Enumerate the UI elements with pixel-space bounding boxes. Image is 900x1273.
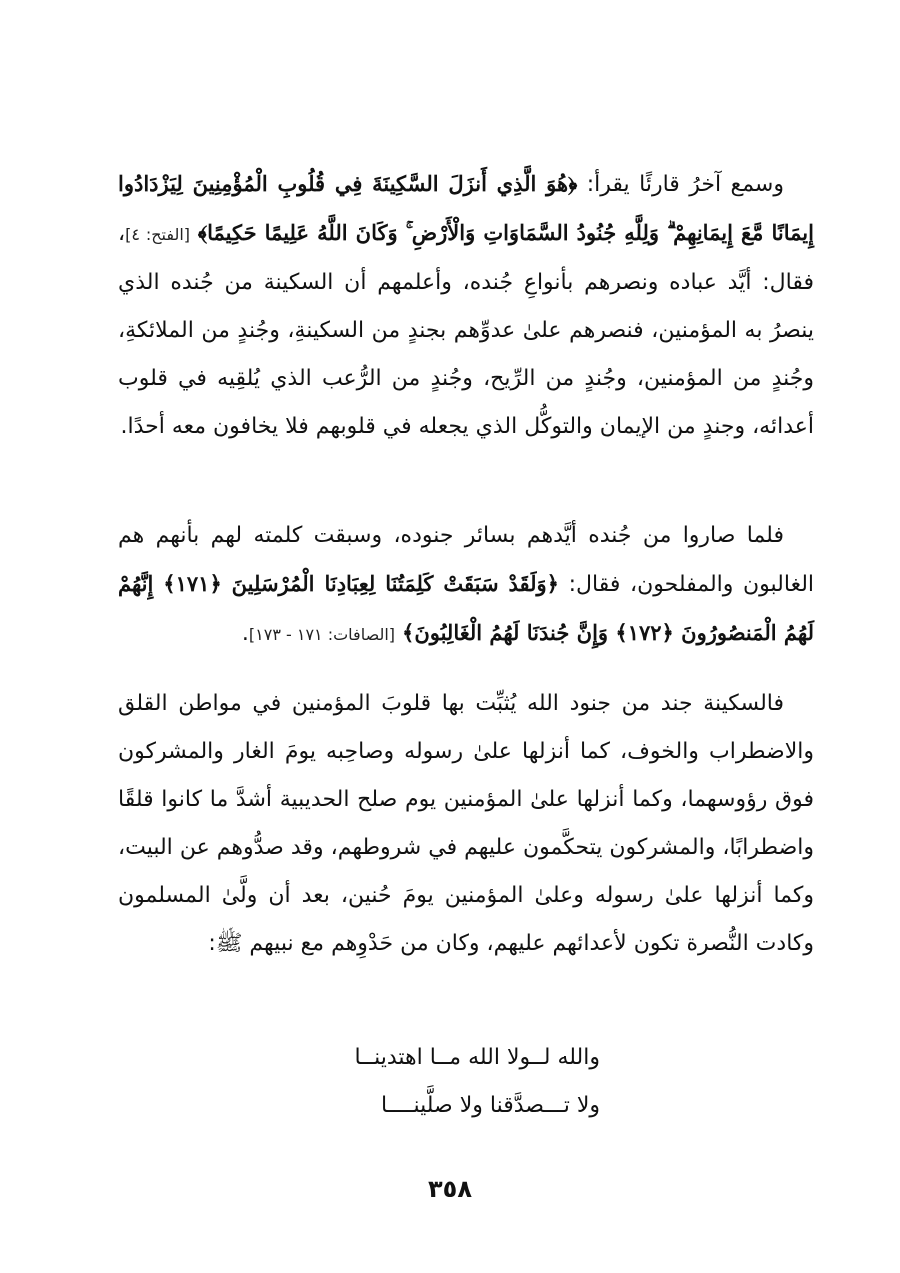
poem-verse: [300, 1034, 600, 1130]
paragraph-3: [118, 680, 814, 968]
paragraph-2-tail: .: [241, 621, 249, 646]
paragraph-2-body: فلما صاروا من جُنده أيَّدهم بسائر جنوده، وسبقت كلمته لهم بأنهم هم الغالبون والمفلحون، فقال:: [118, 523, 815, 597]
poem-line-1: والله لــولا الله مــا اهتدينــا: [354, 1045, 600, 1070]
quran-verse-al-fath: ﴿هُوَ الَّذِي أَنزَلَ السَّكِينَةَ فِي قُلُوبِ الْمُؤْمِنِينَ لِيَزْدَادُوا إِيمَانًا مَّعَ إِيمَانِهِمْ ۗ وَلِلَّهِ جُنُودُ السَّمَاوَاتِ وَالْأَرْضِ ۚ وَكَانَ اللَّهُ عَلِيمًا حَكِيمًا﴾: [118, 171, 814, 245]
paragraph-1-text: [118, 160, 814, 451]
paragraph-1-intro: وسمع آخرُ قارئًا يقرأ:: [586, 172, 784, 197]
verse-reference-al-fath: [الفتح: ٤]: [125, 225, 191, 244]
paragraph-1: [118, 160, 814, 451]
paragraph-3-text: فالسكينة جند من جنود الله يُثبِّت بها قلوبَ المؤمنين في مواطن القلق والاضطراب والخوف، كما أنزلها علىٰ رسوله وصاحِبه يومَ الغار والمشركون فوق رؤوسهما، وكما أنزلها علىٰ المؤمنين يوم صلح الحديبية أشدَّ ما كانوا قلقًا واضطرابًا، والمشركون يتحكَّمون عليهم في شروطهم، وقد صدُّوهم عن البيت، وكما أنزلها علىٰ رسوله وعلىٰ المؤمنين يومَ حُنين، بعد أن ولَّىٰ المسلمون وكادت النُّصرة تكون لأعدائهم عليهم، وكان من حَدْوِهم مع نبيهم ﷺ:: [118, 691, 814, 956]
paragraph-2-text: [118, 512, 814, 659]
poem-line-2: ولا تـــصدَّقنا ولا صلَّينــــا: [381, 1093, 600, 1118]
quran-verse-as-saffat: ﴿وَلَقَدْ سَبَقَتْ كَلِمَتُنَا لِعِبَادِنَا الْمُرْسَلِينَ ﴿١٧١﴾ إِنَّهُمْ لَهُمُ الْمَنصُورُونَ ﴿١٧٢﴾ وَإِنَّ جُندَنَا لَهُمُ الْغَالِبُونَ﴾: [118, 571, 814, 645]
verse-reference-as-saffat: [الصافات: ١٧١ - ١٧٣]: [248, 625, 396, 644]
page-number: ٣٥٨: [428, 1175, 472, 1203]
paragraph-2: [118, 512, 814, 659]
paragraph-1-body: ، فقال: أيَّد عباده ونصرهم بأنواعِ جُنده، وأعلمهم أن السكينة من جُنده الذي ينصرُ به المؤمنين، فنصرهم علىٰ عدوِّهم بجندٍ من السكينةِ، وجُندٍ من الملائكةِ، وجُندٍ من المؤمنين، وجُندٍ من الرِّيح، وجُندٍ من الرُّعب الذي يُلقِيه في قلوب أعدائه، وجندٍ من الإيمان والتوكُّل الذي يجعله في قلوبهم فلا يخافون معه أحدًا.: [118, 221, 814, 439]
